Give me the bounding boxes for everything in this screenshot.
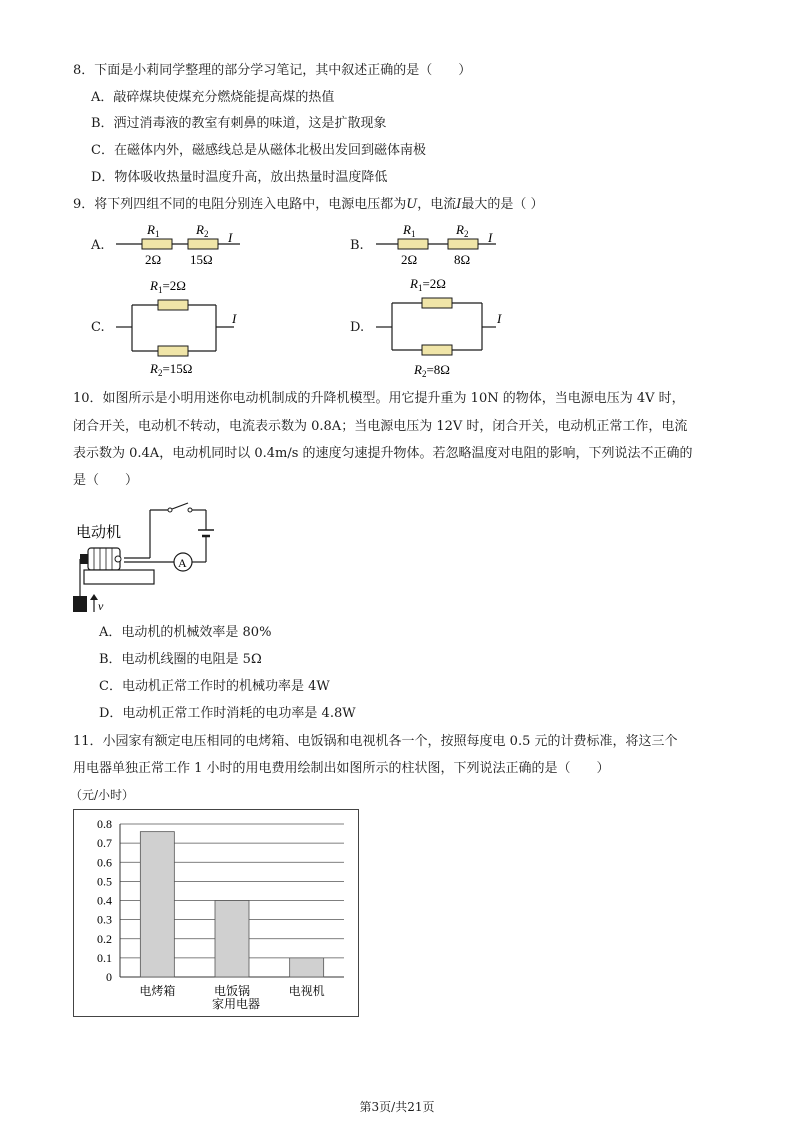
- motor-base: [84, 570, 154, 584]
- r1-symbol: $R_1$: [147, 222, 160, 239]
- switch-contact-right: [188, 508, 192, 512]
- q8-option-d: D．物体吸收热量时温度升高，放出热量时温度降低: [91, 170, 388, 185]
- circuit-c-label: C.: [91, 320, 105, 335]
- bar: [215, 901, 249, 978]
- resistor-r1: [142, 239, 172, 249]
- y-tick-label: 0.8: [97, 817, 112, 831]
- bar: [140, 832, 174, 977]
- y-tick-label: 0.1: [97, 950, 112, 965]
- r2-value: 15Ω: [190, 252, 213, 267]
- bar: [290, 958, 324, 977]
- circuit-d-label: D.: [350, 320, 365, 335]
- motor-label: 电动机: [76, 525, 122, 541]
- motor-lift-diagram: [68, 496, 228, 618]
- q8-option-b: B．洒过消毒液的教室有刺鼻的味道，这是扩散现象: [91, 116, 387, 131]
- x-category-label: 电视机: [288, 984, 325, 998]
- q8-option-c: C．在磁体内外，磁感线总是从磁体北极出发回到磁体南极: [91, 143, 426, 158]
- circuit-b-diagram: [370, 220, 510, 270]
- page-footer: 第3页/共21页: [359, 1100, 435, 1114]
- current-symbol: I: [228, 230, 233, 245]
- q11-stem-line1: 11．小园家有额定电压相同的电烤箱、电饭锅和电视机各一个，按照每度电 0.5 元的计费标准，将这三个: [73, 734, 678, 749]
- q8-option-a: A．敲碎煤块使煤充分燃烧能提高煤的热值: [91, 90, 335, 105]
- x-category-label: 电烤箱: [139, 984, 176, 998]
- y-tick-label: 0: [106, 970, 112, 984]
- chart-x-categories: [139, 983, 324, 998]
- resistor-r1: [422, 298, 452, 308]
- circuit-b-label: B.: [350, 238, 364, 253]
- circuit-a-diagram: [110, 220, 250, 270]
- chart-y-ticks: [97, 817, 112, 984]
- velocity-arrow-icon: [90, 594, 98, 600]
- q10-option-b: B．电动机线圈的电阻是 5Ω: [99, 652, 262, 667]
- ammeter-symbol: A: [178, 556, 187, 570]
- r1-symbol: $R_1$: [403, 222, 416, 239]
- x-category-label: 电饭锅: [213, 984, 251, 998]
- current-symbol: I: [488, 230, 493, 245]
- resistor-r2: [448, 239, 478, 249]
- motor-terminal: [115, 556, 121, 562]
- q10-stem-line2: 闭合开关，电动机不转动，电流表示数为 0.8A；当电源电压为 12V 时，闭合开关，电动机正常工作，电流: [73, 419, 688, 434]
- q10-stem-line3: 表示数为 0.4A，电动机同时以 0.4m/s 的速度匀速提升物体。若忽略温度对电阻的影响，下列说法不正确的: [73, 446, 693, 461]
- bar-chart: [74, 810, 358, 1016]
- switch-blade: [172, 503, 188, 509]
- bar-chart-frame: [73, 809, 359, 1017]
- chart-y-unit: （元/小时）: [70, 788, 135, 802]
- current-symbol: I: [232, 311, 237, 326]
- q10-option-d: D．电动机正常工作时消耗的电功率是 4.8W: [99, 706, 356, 721]
- r1-value: 2Ω: [145, 252, 162, 267]
- r1-label: $R_1=2\Omega$: [150, 278, 186, 295]
- q10-option-c: C．电动机正常工作时的机械功率是 4W: [99, 679, 330, 694]
- q9-stem: 9．将下列四组不同的电阻分别连入电路中，电源电压都为U，电流I最大的是（ ）: [73, 197, 544, 212]
- r2-value: 8Ω: [454, 252, 471, 267]
- r2-symbol: $R_2$: [196, 222, 209, 239]
- q10-option-a: A．电动机的机械效率是 80%: [99, 625, 272, 640]
- y-tick-label: 0.3: [97, 912, 112, 927]
- current-symbol: I: [497, 311, 502, 326]
- q10-stem-line1: 10．如图所示是小明用迷你电动机制成的升降机模型。用它提升重为 10N 的物体，当电源电压为 4V 时，: [73, 391, 685, 406]
- q8-stem: 8．下面是小莉同学整理的部分学习笔记，其中叙述正确的是（ ）: [73, 63, 472, 78]
- r1-label: $R_1=2\Omega$: [410, 276, 446, 293]
- resistor-r2: [188, 239, 218, 249]
- r2-symbol: $R_2$: [456, 222, 469, 239]
- y-tick-label: 0.2: [97, 931, 112, 946]
- velocity-symbol: v: [98, 599, 104, 613]
- r1-value: 2Ω: [401, 252, 418, 267]
- motor-pulley: [80, 554, 88, 564]
- y-tick-label: 0.4: [97, 893, 112, 908]
- resistor-r1: [398, 239, 428, 249]
- chart-x-label: 家用电器: [211, 997, 261, 1011]
- y-tick-label: 0.5: [97, 874, 112, 889]
- circuit-d-diagram: [370, 270, 520, 382]
- resistor-r2: [422, 345, 452, 355]
- r2-label: $R_2=15\Omega$: [150, 361, 193, 378]
- resistor-r1: [158, 300, 188, 310]
- y-tick-label: 0.6: [97, 855, 112, 870]
- switch-contact-left: [168, 508, 172, 512]
- y-tick-label: 0.7: [97, 836, 112, 851]
- resistor-r2: [158, 346, 188, 356]
- q10-stem-line4: 是（ ）: [73, 473, 139, 488]
- load-block: [73, 596, 87, 612]
- circuit-c-diagram: [110, 272, 260, 382]
- r2-label: $R_2=8\Omega$: [414, 362, 450, 379]
- q11-stem-line2: 用电器单独正常工作 1 小时的用电费用绘制出如图所示的柱状图，下列说法正确的是（ ）: [73, 761, 610, 776]
- circuit-a-label: A.: [91, 238, 105, 253]
- chart-bars: [140, 832, 323, 977]
